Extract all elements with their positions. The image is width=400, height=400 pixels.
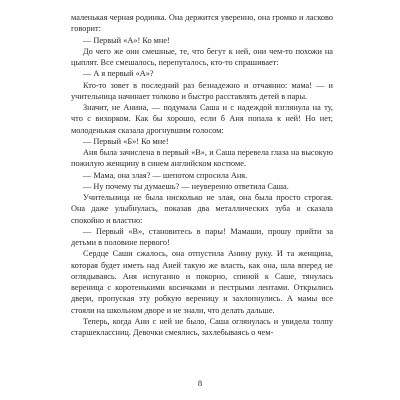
paragraph: Сердце Саши сжалось, она отпустила Анину руку. И та женщина, которая будет иметь над Аней такую же власть, как она, шла вперед не оглядываясь. Аня испуганно и покорно, спиной к Саше, тянулась вереница с коротенькими косичками и пестрыми лентами. Открылись двери, пропуская эту робкую вереницу и захлопнулись. А мамы все стояли на школьном дворе и не знали, что делать дальше. <box>71 249 333 315</box>
page-number: 8 <box>197 378 203 388</box>
paragraph: — А я первый «А»? <box>83 69 154 79</box>
paragraph: — Первый «Б»! Ко мне! <box>83 136 169 146</box>
paragraph: — Первый «В», становитесь в пары! Мамаши, прошу прийти за детьми в половине первого! <box>71 226 333 247</box>
paragraph: Теперь, когда Ани с ней не было, Саша оглянулась и увидела толпу старшеклассниц. Девочки смеялись, захлебываясь о чем- <box>71 316 333 337</box>
paragraph: Кто-то зовет в последний раз безнадежно и отчаянно: мама! — и учительница начинает толково и быстро расставлять детей в пары. <box>71 80 333 101</box>
paragraph: — Ну почему ты думаешь? — неуверенно ответила Саша. <box>83 181 289 191</box>
paragraph: маленькая черная родинка. Она держится уверенно, она громко и ласково говорит: <box>71 13 333 34</box>
paragraph: Аня была зачислена в первый «В», и Саша перевела глаза на высокую пожилую женщину в синем английском костюме. <box>71 148 333 169</box>
paragraph: Учительница не была нисколько не злая, она была просто строгая. Она даже улыбнулась, показав два металлических зуба и сказала спокойно и властно: <box>71 193 333 225</box>
page-text <box>71 12 333 338</box>
paragraph: До чего же они смешные, те, что бегут к ней, они чем-то похожи на цыплят. Все смешалось, перепуталось, кто-то спрашивает: <box>71 46 333 67</box>
paragraph: — Первый «А»! Ко мне! <box>83 35 170 45</box>
paragraph: Значит, не Анина, — подумала Саша и с надеждой взглянула на ту, что с вихорком. Как бы хорошо, если б Аня попала к ней! Но нет, молоденькая сказала дрогнувшим голосом: <box>71 103 333 135</box>
paragraph: — Мама, она злая? — шепотом спросила Аня. <box>83 170 248 180</box>
